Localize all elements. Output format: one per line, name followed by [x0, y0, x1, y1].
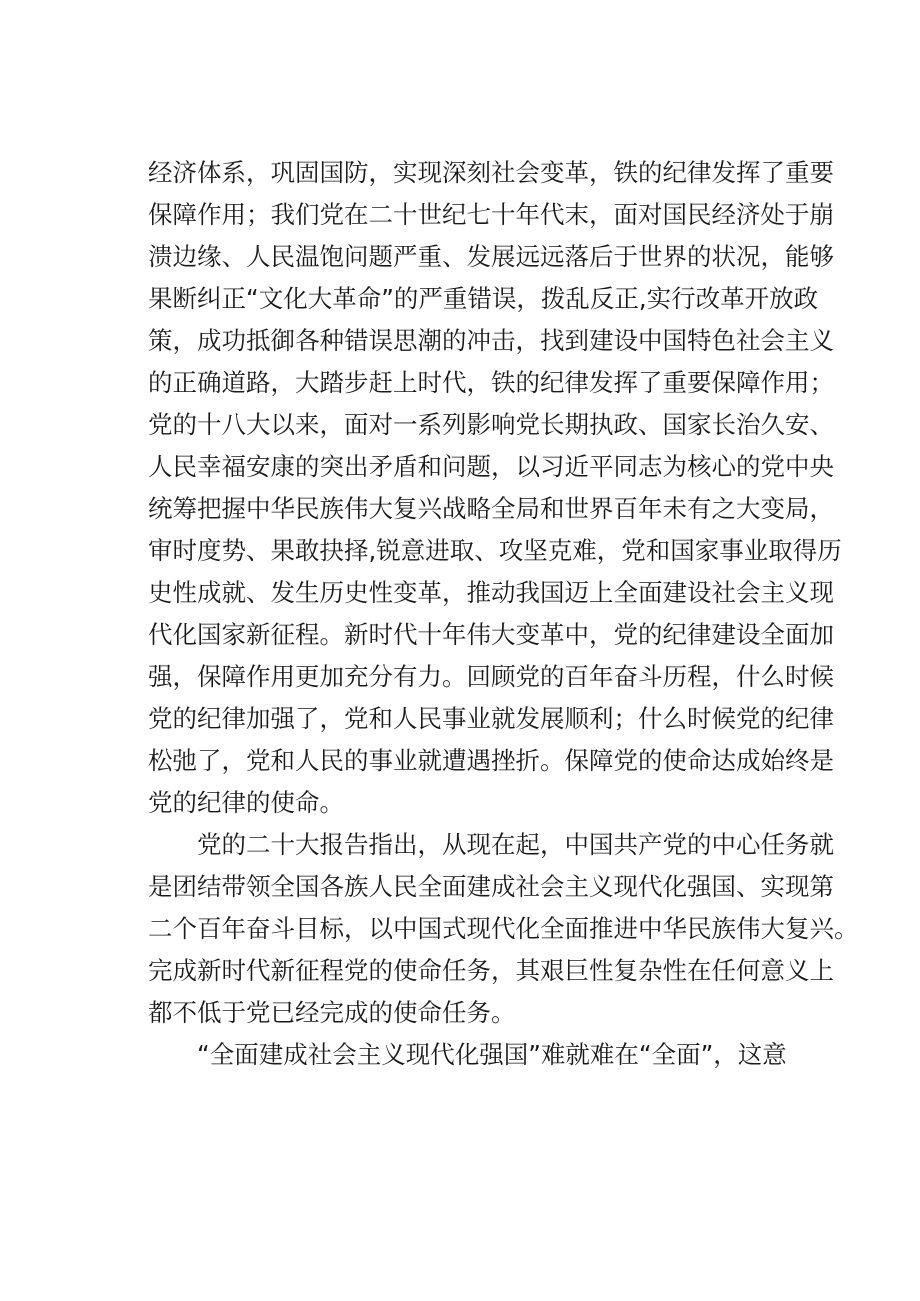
text-line: 党的纪律加强了，党和人民事业就发展顺利；什么时候党的纪律: [148, 704, 834, 733]
text-line: 保障作用；我们党在二十世纪七十年代末，面对国民经济处于崩: [148, 200, 834, 229]
text-line: 溃边缘、人民温饱问题严重、发展远远落后于世界的状况，能够: [148, 242, 834, 271]
paragraph-2: [148, 824, 859, 1034]
text-line: 党的十八大以来，面对一系列影响党长期执政、国家长治久安、: [148, 410, 834, 439]
text-line: 策，成功抵御各种错误思潮的冲击，找到建设中国特色社会主义: [148, 326, 834, 355]
text-line: 党的二十大报告指出，从现在起，中国共产党的中心任务就: [148, 830, 834, 859]
text-line: 的正确道路，大踏步赶上时代，铁的纪律发挥了重要保障作用；: [148, 368, 834, 397]
text-line: 统筹把握中华民族伟大复兴战略全局和世界百年未有之大变局，: [148, 494, 834, 523]
text-line: 果断纠正“文化大革命”的严重错误，拨乱反正,实行改革开放政: [148, 284, 819, 313]
text-line: 史性成就、发生历史性变革，推动我国迈上全面建设社会主义现: [148, 578, 834, 607]
body-text: [148, 152, 859, 1076]
paragraph-3: [148, 1034, 808, 1076]
text-line: 完成新时代新征程党的使命任务，其艰巨性复杂性在任何意义上: [148, 956, 834, 985]
text-line: 人民幸福安康的突出矛盾和问题，以习近平同志为核心的党中央: [148, 452, 834, 481]
text-line: 二个百年奋斗目标，以中国式现代化全面推进中华民族伟大复兴。: [148, 914, 859, 943]
text-line: “全面建成社会主义现代化强国”难就难在“全面”，这意: [148, 1040, 787, 1069]
paragraph-1: [148, 152, 842, 824]
text-line: 是团结带领全国各族人民全面建成社会主义现代化强国、实现第: [148, 872, 834, 901]
text-line: 都不低于党已经完成的使命任务。: [148, 998, 516, 1027]
text-line: 代化国家新征程。新时代十年伟大变革中，党的纪律建设全面加: [148, 620, 834, 649]
text-line: 松弛了，党和人民的事业就遭遇挫折。保障党的使命达成始终是: [148, 746, 834, 775]
text-line: 党的纪律的使命。: [148, 788, 344, 817]
text-line: 审时度势、果敢抉择,锐意进取、攻坚克难，党和国家事业取得历: [148, 536, 842, 565]
text-line: 强，保障作用更加充分有力。回顾党的百年奋斗历程，什么时候: [148, 662, 834, 691]
text-line: 经济体系，巩固国防，实现深刻社会变革，铁的纪律发挥了重要: [148, 158, 834, 187]
